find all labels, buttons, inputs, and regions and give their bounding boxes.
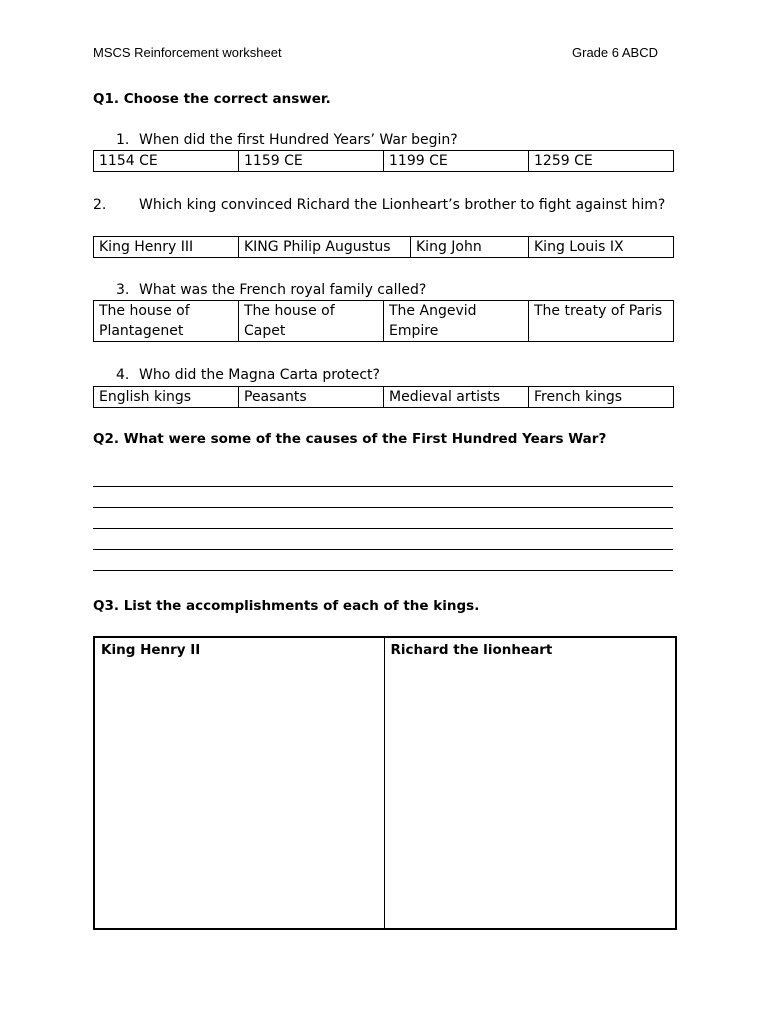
options-table-3 <box>93 300 674 342</box>
option-cell[interactable]: King Henry III <box>94 237 239 258</box>
option-cell[interactable]: 1154 CE <box>94 151 239 172</box>
question-number: 1. <box>116 132 130 148</box>
question-text: Who did the Magna Carta protect? <box>139 367 380 383</box>
options-table-4 <box>93 386 674 408</box>
question-4 <box>116 365 676 385</box>
answer-line[interactable] <box>93 549 673 550</box>
options-table-1 <box>93 150 674 172</box>
option-cell[interactable]: French kings <box>529 387 674 408</box>
king-henry-column[interactable]: King Henry II <box>94 637 384 929</box>
question-3 <box>116 280 676 300</box>
question-2 <box>93 195 699 215</box>
option-cell[interactable]: The Angevid Empire <box>384 301 529 342</box>
question-number: 3. <box>116 282 130 298</box>
options-table-2 <box>93 236 674 258</box>
header-grade: Grade 6 ABCD <box>572 45 658 60</box>
q2-heading: Q2. What were some of the causes of the First Hundred Years War? <box>93 431 607 447</box>
option-cell[interactable]: KING Philip Augustus <box>239 237 411 258</box>
question-text: When did the first Hundred Years’ War begin? <box>139 132 458 148</box>
question-1 <box>116 130 676 150</box>
question-number: 2. <box>93 197 107 213</box>
option-cell[interactable]: 1159 CE <box>239 151 384 172</box>
header-title: MSCS Reinforcement worksheet <box>93 45 282 60</box>
option-cell[interactable]: Peasants <box>239 387 384 408</box>
option-cell[interactable]: King Louis IX <box>529 237 674 258</box>
option-cell[interactable]: 1259 CE <box>529 151 674 172</box>
option-cell[interactable]: English kings <box>94 387 239 408</box>
answer-line[interactable] <box>93 528 673 529</box>
richard-column[interactable]: Richard the lionheart <box>384 637 676 929</box>
option-cell[interactable]: King John <box>411 237 529 258</box>
option-cell[interactable]: The house of Capet <box>239 301 384 342</box>
option-cell[interactable]: Medieval artists <box>384 387 529 408</box>
answer-line[interactable] <box>93 507 673 508</box>
option-cell[interactable]: The house of Plantagenet <box>94 301 239 342</box>
q1-heading: Q1. Choose the correct answer. <box>93 91 331 107</box>
question-text: Which king convinced Richard the Lionheart’s brother to fight against him? <box>139 197 666 213</box>
answer-line[interactable] <box>93 486 673 487</box>
q3-heading: Q3. List the accomplishments of each of the kings. <box>93 598 480 614</box>
answer-line[interactable] <box>93 570 673 571</box>
option-cell[interactable]: The treaty of Paris <box>529 301 674 342</box>
kings-table <box>93 636 677 930</box>
question-text: What was the French royal family called? <box>139 282 427 298</box>
question-number: 4. <box>116 367 130 383</box>
option-cell[interactable]: 1199 CE <box>384 151 529 172</box>
